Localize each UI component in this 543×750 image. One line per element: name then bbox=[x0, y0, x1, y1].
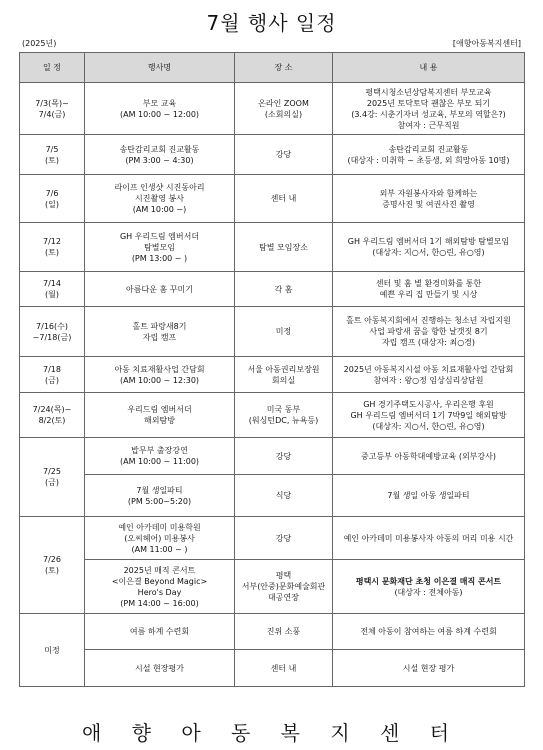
date-line: (토) bbox=[45, 155, 59, 165]
year-label: (2025년) bbox=[22, 39, 57, 48]
event-line: (PM 13:00 ~ ) bbox=[131, 253, 188, 263]
date-line: 8/2(토) bbox=[38, 416, 66, 425]
event-line: 7월 생일파티 bbox=[136, 485, 183, 495]
header-place: 장 소 bbox=[235, 53, 333, 83]
place-line: 미정 bbox=[275, 327, 292, 336]
date-line: (일) bbox=[45, 199, 59, 209]
place-line: 서부(안중)문화예술회관 bbox=[241, 582, 326, 591]
event-line: 여름 하계 수련회 bbox=[129, 627, 190, 636]
content-line: 평택시 문화재단 초청 이은결 매직 콘서트 bbox=[355, 576, 502, 586]
event-line: 부모 교육 bbox=[142, 98, 177, 108]
content-cell bbox=[333, 517, 525, 560]
date-line: (금) bbox=[45, 375, 59, 385]
event-line: GH 우리드림 엠버서더 bbox=[119, 231, 200, 241]
date-line: 7/5 bbox=[45, 144, 59, 154]
event-cell bbox=[85, 393, 235, 438]
event-cell bbox=[85, 357, 235, 393]
date-line: (토) bbox=[45, 248, 59, 257]
event-line: (PM 14:00 ~ 16:00) bbox=[120, 598, 199, 608]
date-line: 7/24(목)~ bbox=[32, 405, 72, 414]
content-cell bbox=[333, 650, 525, 687]
content-cell bbox=[333, 175, 525, 223]
event-cell bbox=[85, 135, 235, 175]
place-cell bbox=[235, 135, 333, 175]
table-row bbox=[20, 650, 525, 687]
event-line: (AM 10:00 ~ 12:30) bbox=[119, 375, 200, 385]
content-line: (대상자: 지○서, 한○린, 유○영) bbox=[372, 248, 485, 257]
footer-org-name: 애 향 아 동 복 지 센 터 bbox=[81, 721, 462, 745]
place-cell bbox=[235, 650, 333, 687]
date-cell bbox=[20, 357, 85, 393]
event-line: <이은결 Beyond Magic> bbox=[111, 576, 208, 586]
event-line: (AM 10:00 ~ 11:00) bbox=[119, 457, 200, 466]
content-line: 사업 파랑새 꿈을 향한 날갯짓 8기 bbox=[369, 327, 488, 336]
place-line: (워싱턴DC, 뉴욕등) bbox=[248, 416, 319, 425]
page-title: 7월 행사 일정 bbox=[206, 11, 337, 35]
event-line: 밥무부 출장강연 bbox=[131, 446, 188, 455]
content-line: 외부 자원봉사자와 함께하는 bbox=[379, 188, 478, 198]
table-row bbox=[20, 175, 525, 223]
content-line: 전체 아동이 참여하는 여름 하계 수련회 bbox=[360, 627, 497, 636]
date-cell bbox=[20, 175, 85, 223]
content-line: 홀트 아동복지회에서 진행하는 청소년 자립지원 bbox=[346, 316, 511, 325]
date-cell bbox=[20, 223, 85, 272]
event-line: (PM 3:00 ~ 4:30) bbox=[125, 155, 194, 165]
content-cell bbox=[333, 614, 525, 650]
event-line: (AM 10:00 ~ 12:00) bbox=[119, 109, 200, 119]
place-cell bbox=[235, 175, 333, 223]
date-line: 7/4(금) bbox=[38, 109, 66, 119]
place-line: 센터 내 bbox=[270, 194, 297, 203]
place-line: 각 홈 bbox=[274, 284, 293, 294]
date-cell bbox=[20, 614, 85, 687]
date-line: 7/3(목)~ bbox=[35, 98, 69, 108]
event-line: 송탄감리교회 진교활동 bbox=[119, 144, 200, 154]
content-line: (대상자 : 전체아동) bbox=[394, 587, 463, 597]
place-line: 강당 bbox=[275, 150, 292, 159]
content-line: 평택시청소년상담복지센터 부모교육 bbox=[365, 87, 492, 97]
event-line: 자립 캠프 bbox=[142, 332, 177, 342]
date-cell bbox=[20, 272, 85, 307]
content-line: 자립 캠프 (대상자: 최○경) bbox=[381, 338, 476, 347]
content-line: 중고등부 아동학대예방교육 (외부강사) bbox=[361, 451, 496, 461]
date-line: 7/6 bbox=[45, 188, 59, 198]
content-cell bbox=[333, 223, 525, 272]
event-cell bbox=[85, 272, 235, 307]
date-cell bbox=[20, 307, 85, 357]
event-line: 우리드림 엠버서더 bbox=[127, 405, 192, 414]
date-line: 7/14 bbox=[43, 279, 61, 288]
content-line: GH 경기주택도시공사, 우리은행 후원 bbox=[363, 399, 494, 409]
date-cell bbox=[20, 83, 85, 135]
event-line: 아동 치료재활사업 간담회 bbox=[114, 364, 205, 374]
content-line: 참여자 : 왕○정 임상심리상담원 bbox=[373, 375, 484, 385]
table-row bbox=[20, 438, 525, 475]
schedule-body bbox=[20, 83, 525, 687]
content-cell bbox=[333, 307, 525, 357]
place-line: 식당 bbox=[275, 491, 292, 500]
content-line: 센터 및 홈 별 환경미화를 통한 bbox=[375, 279, 482, 288]
place-line: 서울 아동권리보장원 bbox=[247, 364, 320, 374]
content-line: 증명사진 및 여권사진 촬영 bbox=[382, 199, 475, 209]
table-row bbox=[20, 517, 525, 560]
table-row bbox=[20, 560, 525, 614]
place-cell bbox=[235, 272, 333, 307]
content-cell bbox=[333, 135, 525, 175]
place-line: 평택 bbox=[275, 571, 292, 580]
content-line: (대상자: 지○서, 한○린, 유○영) bbox=[372, 421, 485, 431]
event-line: 2025년 매직 콘서트 bbox=[123, 565, 196, 575]
event-cell bbox=[85, 307, 235, 357]
place-line: (소회의실) bbox=[264, 109, 303, 119]
date-line: (월) bbox=[45, 290, 59, 299]
event-cell bbox=[85, 614, 235, 650]
event-cell bbox=[85, 175, 235, 223]
date-line: (토) bbox=[45, 566, 59, 575]
place-cell bbox=[235, 223, 333, 272]
content-cell bbox=[333, 438, 525, 475]
table-row bbox=[20, 272, 525, 307]
content-line: 예쁜 우리 집 만들기 및 시상 bbox=[379, 290, 478, 299]
event-cell bbox=[85, 650, 235, 687]
event-line: (AM 11:00 ~ ) bbox=[131, 544, 188, 554]
content-line: (3.4강: 시춘기자녀 성교육, 부모의 역할은?) bbox=[351, 109, 506, 119]
table-row bbox=[20, 83, 525, 135]
event-cell bbox=[85, 438, 235, 475]
date-line: 7/26 bbox=[43, 555, 61, 564]
event-line: 시설 현장평가 bbox=[135, 663, 184, 673]
table-row bbox=[20, 393, 525, 438]
event-line: Hero's Day bbox=[137, 587, 182, 597]
content-line: 송탄감리교회 진교활동 bbox=[388, 144, 469, 154]
place-line: 회의실 bbox=[271, 375, 296, 385]
header-event: 행사명 bbox=[85, 53, 235, 83]
content-cell bbox=[333, 272, 525, 307]
event-line: 시진촬영 봉사 bbox=[135, 194, 184, 203]
event-cell bbox=[85, 560, 235, 614]
place-cell bbox=[235, 475, 333, 517]
content-line: GH 우리드림 엠버서더 1기 7박9일 해외탐방 bbox=[350, 410, 507, 420]
content-line: (대상자 : 미취학 ~ 초등생, 외 희망아동 10명) bbox=[347, 155, 510, 165]
date-line: 7/18 bbox=[43, 364, 61, 374]
place-line: 진위 소풍 bbox=[266, 627, 301, 636]
table-row bbox=[20, 223, 525, 272]
content-line: 2025년 토닥토닥 괜찮은 부모 되기 bbox=[366, 98, 491, 108]
table-row bbox=[20, 475, 525, 517]
content-line: 7월 생일 아동 생일파티 bbox=[387, 491, 470, 500]
place-line: 탐별 모임장소 bbox=[259, 242, 308, 252]
place-cell bbox=[235, 357, 333, 393]
date-line: 7/25 bbox=[43, 467, 61, 476]
event-line: 아름다운 홈 꾸미기 bbox=[126, 284, 193, 294]
event-cell bbox=[85, 83, 235, 135]
place-line: 대공연장 bbox=[268, 593, 299, 602]
date-cell bbox=[20, 438, 85, 517]
event-line: 홀트 파랑새8기 bbox=[132, 321, 187, 331]
event-cell bbox=[85, 475, 235, 517]
event-line: 탐별모임 bbox=[144, 242, 175, 252]
table-row bbox=[20, 307, 525, 357]
place-line: 강당 bbox=[275, 533, 292, 543]
event-line: 예인 아카데미 미용학원 bbox=[118, 522, 201, 532]
org-tag: [애향아동복지센터] bbox=[452, 39, 521, 48]
table-header-row bbox=[20, 53, 525, 83]
content-line: GH 우리드림 엠버서더 1기 해외탐방 탐별모임 bbox=[347, 237, 510, 246]
date-line: 7/16(수) bbox=[36, 321, 68, 331]
event-line: (PM 5:00~5:20) bbox=[127, 496, 192, 506]
content-cell bbox=[333, 475, 525, 517]
table-row bbox=[20, 357, 525, 393]
event-line: (오씨헤어) 미용봉사 bbox=[124, 533, 195, 543]
place-cell bbox=[235, 438, 333, 475]
event-line: 해외탐방 bbox=[144, 416, 175, 425]
event-line: 라이프 인생샷 시진동아리 bbox=[114, 183, 205, 192]
date-cell bbox=[20, 135, 85, 175]
place-cell bbox=[235, 614, 333, 650]
place-line: 미국 동부 bbox=[266, 405, 301, 414]
content-line: 시설 현장 평가 bbox=[402, 663, 455, 673]
date-cell bbox=[20, 393, 85, 438]
event-line: (AM 10:00 ~) bbox=[132, 205, 187, 214]
schedule-table bbox=[19, 52, 525, 687]
header-content: 내 용 bbox=[333, 53, 525, 83]
date-line: 미정 bbox=[44, 645, 60, 655]
date-line: ~7/18(금) bbox=[32, 332, 72, 342]
place-line: 센터 내 bbox=[270, 663, 297, 673]
header-date: 일 정 bbox=[20, 53, 85, 83]
place-cell bbox=[235, 307, 333, 357]
event-cell bbox=[85, 517, 235, 560]
content-cell bbox=[333, 83, 525, 135]
content-cell bbox=[333, 357, 525, 393]
date-cell bbox=[20, 517, 85, 614]
place-cell bbox=[235, 83, 333, 135]
place-cell bbox=[235, 393, 333, 438]
content-cell bbox=[333, 560, 525, 614]
content-line: 참여자 : 근무직원 bbox=[397, 120, 460, 130]
table-row bbox=[20, 135, 525, 175]
content-cell bbox=[333, 393, 525, 438]
place-cell bbox=[235, 560, 333, 614]
date-line: 7/12 bbox=[43, 237, 61, 246]
place-cell bbox=[235, 517, 333, 560]
event-cell bbox=[85, 223, 235, 272]
content-line: 예인 아카데미 미용봉사자 아동의 머리 미용 시간 bbox=[343, 533, 514, 543]
content-line: 2025년 아동복지시설 아동 치료재활사업 간담회 bbox=[343, 364, 514, 374]
table-row bbox=[20, 614, 525, 650]
place-line: 온라인 ZOOM bbox=[258, 98, 309, 108]
date-line: (금) bbox=[45, 478, 59, 487]
place-line: 강당 bbox=[275, 451, 292, 461]
